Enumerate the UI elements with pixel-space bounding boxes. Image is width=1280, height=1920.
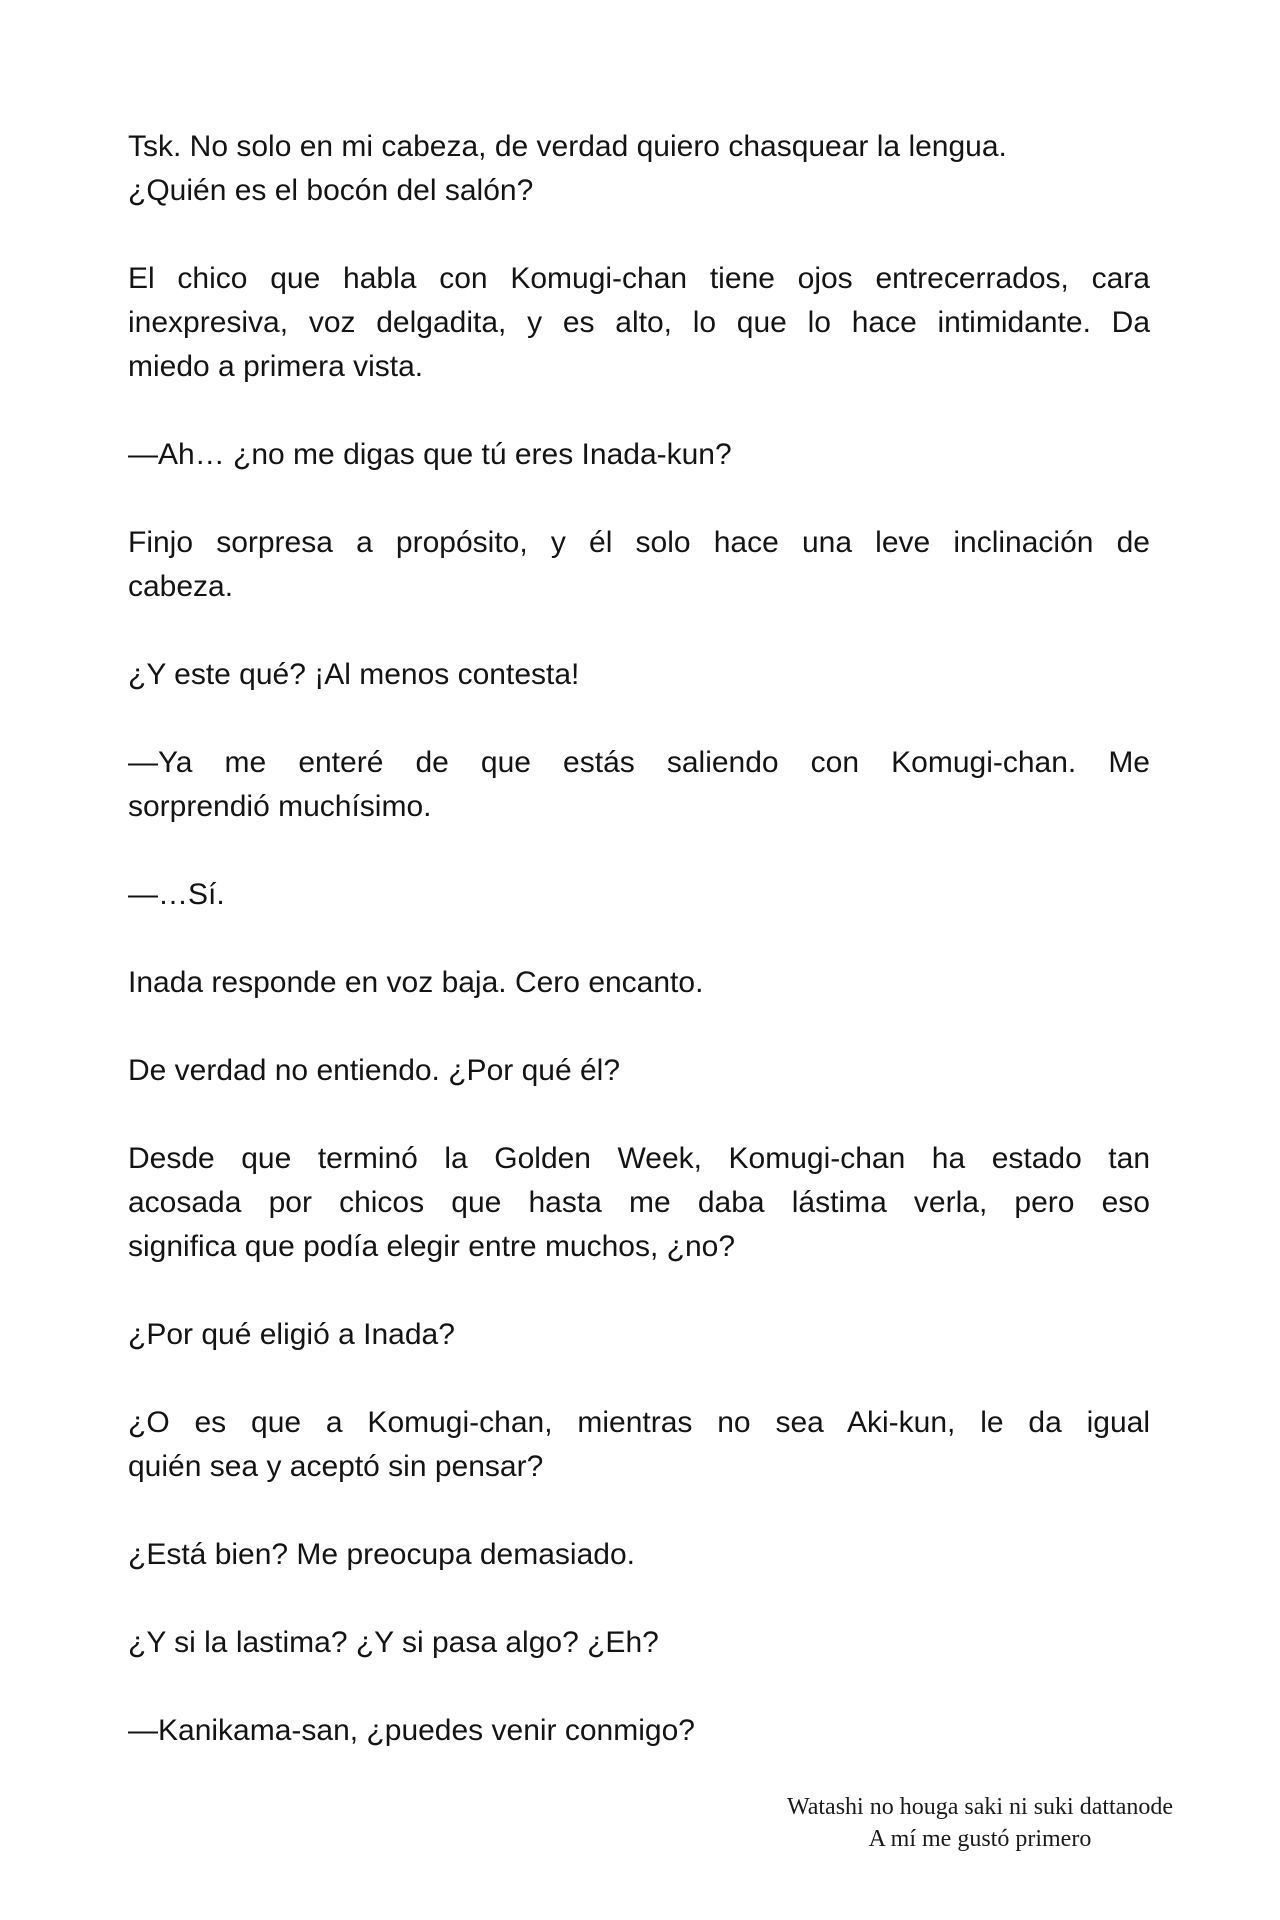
dialogue-paragraph	[128, 433, 1150, 477]
paragraph	[128, 1533, 1150, 1577]
page-body	[128, 125, 1150, 1797]
text-line: inexpresiva, voz delgadita, y es alto, lo que lo hace intimidante. Da	[128, 306, 1150, 339]
text-line: Inada responde en voz baja. Cero encanto.	[128, 966, 704, 999]
text-line: El chico que habla con Komugi-chan tiene ojos entrecerrados, cara	[128, 262, 1150, 295]
paragraph	[128, 521, 1150, 609]
paragraph	[128, 1313, 1150, 1357]
paragraph	[128, 961, 1150, 1005]
text-line: cabeza.	[128, 570, 234, 603]
text-line: ¿O es que a Komugi-chan, mientras no sea Aki-kun, le da igual	[128, 1406, 1150, 1439]
text-line: ¿Quién es el bocón del salón?	[128, 174, 534, 207]
dialogue-paragraph	[128, 741, 1150, 829]
text-line: —…Sí.	[128, 878, 225, 911]
text-line: ¿Y si la lastima? ¿Y si pasa algo? ¿Eh?	[128, 1626, 659, 1659]
text-line: Desde que terminó la Golden Week, Komugi-chan ha estado tan	[128, 1142, 1150, 1175]
text-line: quién sea y aceptó sin pensar?	[128, 1450, 544, 1483]
dialogue-paragraph	[128, 873, 1150, 917]
text-line: significa que podía elegir entre muchos, ¿no?	[128, 1230, 736, 1263]
text-line: ¿Y este qué? ¡Al menos contesta!	[128, 658, 580, 691]
text-line: Finjo sorpresa a propósito, y él solo hace una leve inclinación de	[128, 526, 1150, 559]
text-line: De verdad no entiendo. ¿Por qué él?	[128, 1054, 620, 1087]
text-line: —Ya me enteré de que estás saliendo con Komugi-chan. Me	[128, 746, 1150, 779]
text-line: ¿Por qué eligió a Inada?	[128, 1318, 455, 1351]
paragraph	[128, 1621, 1150, 1665]
text-line: ¿Está bien? Me preocupa demasiado.	[128, 1538, 635, 1571]
paragraph	[128, 1401, 1150, 1489]
text-line: —Kanikama-san, ¿puedes venir conmigo?	[128, 1714, 695, 1747]
footer-title-spanish: A mí me gustó primero	[868, 1826, 1092, 1852]
footer-title-romaji: Watashi no houga saki ni suki dattanode	[787, 1794, 1173, 1820]
text-line: Tsk. No solo en mi cabeza, de verdad quiero chasquear la lengua.	[128, 130, 1007, 163]
paragraph	[128, 257, 1150, 389]
text-line: sorprendió muchísimo.	[128, 790, 432, 823]
page-footer	[760, 1791, 1200, 1855]
text-line: —Ah… ¿no me digas que tú eres Inada-kun?	[128, 438, 732, 471]
paragraph	[128, 1049, 1150, 1093]
text-line: miedo a primera vista.	[128, 350, 424, 383]
paragraph	[128, 1137, 1150, 1269]
dialogue-paragraph	[128, 1709, 1150, 1753]
paragraph	[128, 653, 1150, 697]
paragraph	[128, 125, 1150, 213]
text-line: acosada por chicos que hasta me daba lástima verla, pero eso	[128, 1186, 1150, 1219]
